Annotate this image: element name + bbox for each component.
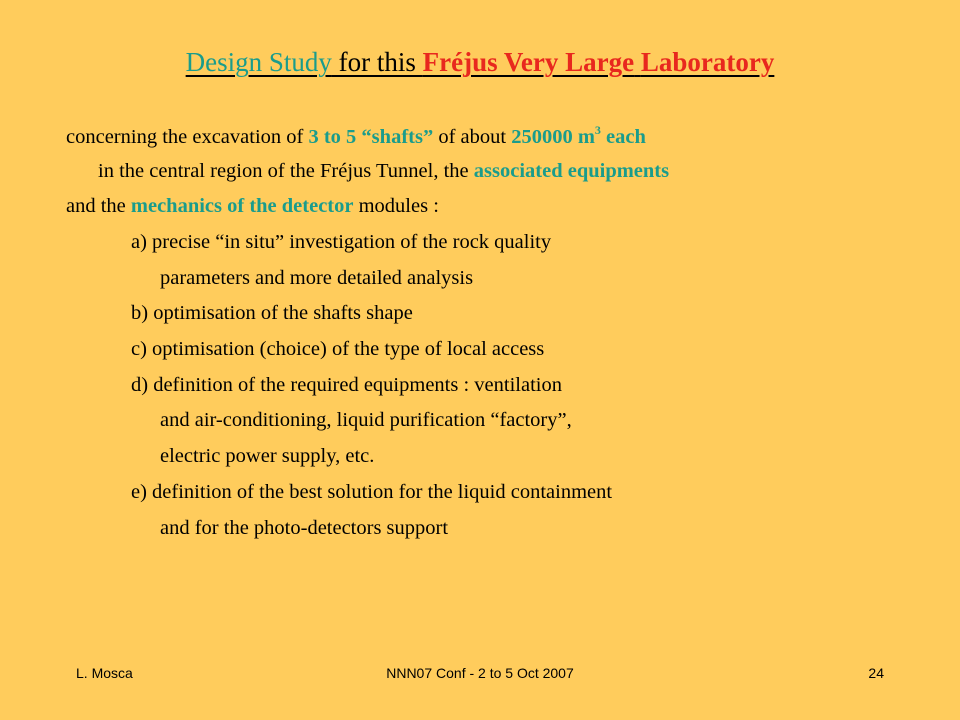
list-item: a) precise “in situ” investigation of the rock quality <box>131 231 552 253</box>
highlight-shafts: 3 to 5 “shafts” <box>308 126 434 148</box>
body-line-excavation <box>66 124 646 150</box>
title-frejus-very-large: Fréjus Very Large <box>422 47 635 77</box>
list-item: b) optimisation of the shafts shape <box>131 302 413 324</box>
text: concerning the excavation of <box>66 126 309 148</box>
list-item-continuation: and air-conditioning, liquid purification “factory”, <box>160 409 572 431</box>
text: modules : <box>353 195 439 217</box>
list-item-continuation: and for the photo-detectors support <box>160 517 449 539</box>
list-item: d) definition of the required equipments : ventilation <box>131 374 562 396</box>
body-line-mechanics <box>66 193 439 219</box>
superscript: 3 <box>594 123 601 137</box>
body-line-central-region <box>98 158 669 184</box>
text: in the central region of the Fréjus Tunnel, the <box>98 160 474 182</box>
footer-page-number: 24 <box>868 665 884 681</box>
footer-author: L. Mosca <box>76 665 133 681</box>
highlight-mechanics: mechanics of the detector <box>130 195 354 217</box>
title-laboratory: Laboratory <box>640 47 775 77</box>
list-item: e) definition of the best solution for the liquid containment <box>131 481 613 503</box>
list-item-continuation: parameters and more detailed analysis <box>160 267 474 289</box>
title-design-study: Design Study <box>185 47 332 77</box>
text: of about <box>433 126 512 148</box>
list-item: c) optimisation (choice) of the type of local access <box>131 338 545 360</box>
title-for-this: for this <box>331 47 423 77</box>
title-space <box>634 47 641 77</box>
highlight-volume: 250000 m <box>511 126 595 148</box>
text: and the <box>66 195 131 217</box>
slide-title <box>0 42 960 82</box>
highlight-associated-equipments: associated equipments <box>473 160 670 182</box>
list-item-continuation: electric power supply, etc. <box>160 445 375 467</box>
highlight-each: each <box>600 126 646 148</box>
footer-conference: NNN07 Conf - 2 to 5 Oct 2007 <box>386 665 574 681</box>
